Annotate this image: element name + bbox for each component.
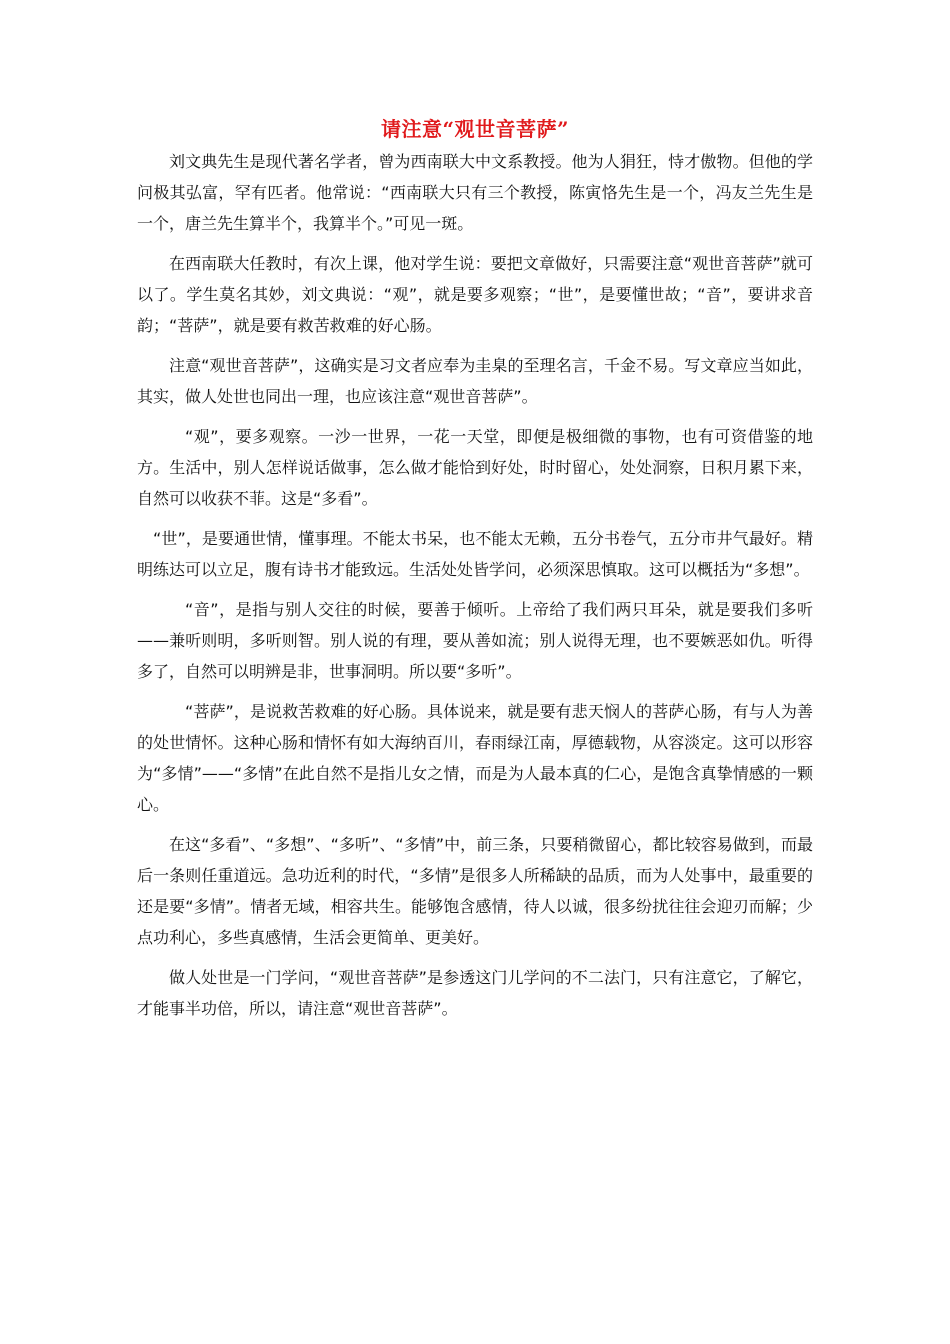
- paragraph: “世”，是要通世情，懂事理。不能太书呆，也不能太无赖，五分书卷气，五分市井气最好。精明练达可以立足，腹有诗书才能致远。生活处处皆学问，必须深思慎取。这可以概括为“多想”。: [137, 529, 813, 579]
- paragraph: 在西南联大任教时，有次上课，他对学生说：要把文章做好，只需要注意“观世音菩萨”就可以了。学生莫名其妙，刘文典说：“观”，就是要多观察；“世”，是要懂世故；“音”，要讲求音韵；“菩萨”，就是要有救苦救难的好心肠。: [137, 254, 813, 335]
- paragraph: “菩萨”，是说救苦救难的好心肠。具体说来，就是要有悲天悯人的菩萨心肠，有与人为善的处世情怀。这种心肠和情怀有如大海纳百川，春雨绿江南，厚德载物，从容淡定。这可以形容为“多情”——“多情”在此自然不是指儿女之情，而是为人最本真的仁心，是饱含真挚情感的一颗心。: [137, 702, 813, 814]
- paragraph: “观”，要多观察。一沙一世界，一花一天堂，即便是极细微的事物，也有可资借鉴的地方。生活中，别人怎样说话做事，怎么做才能恰到好处，时时留心，处处洞察，日积月累下来，自然可以收获不菲。这是“多看”。: [137, 427, 813, 508]
- paragraph: 做人处世是一门学问，“观世音菩萨”是参透这门儿学问的不二法门，只有注意它，了解它，才能事半功倍，所以，请注意“观世音菩萨”。: [137, 968, 813, 1018]
- paragraph: 注意“观世音菩萨”，这确实是习文者应奉为圭臬的至理名言，千金不易。写文章应当如此，其实，做人处世也同出一理，也应该注意“观世音菩萨”。: [137, 356, 813, 406]
- paragraph: 刘文典先生是现代著名学者，曾为西南联大中文系教授。他为人狷狂，恃才傲物。但他的学问极其弘富，罕有匹者。他常说：“西南联大只有三个教授，陈寅恪先生是一个，冯友兰先生是一个，唐兰先生算半个，我算半个。”可见一斑。: [137, 152, 813, 233]
- paragraph: 在这“多看”、“多想”、“多听”、“多情”中，前三条，只要稍微留心，都比较容易做到，而最后一条则任重道远。急功近利的时代，“多情”是很多人所稀缺的品质，而为人处事中，最重要的还是要“多情”。情者无域，相容共生。能够饱含感情，待人以诚，很多纷扰往往会迎刃而解；少点功利心，多些真感情，生活会更简单、更美好。: [137, 835, 813, 947]
- article-body: [137, 146, 813, 1033]
- paragraph: “音”，是指与别人交往的时候，要善于倾听。上帝给了我们两只耳朵，就是要我们多听——兼听则明，多听则智。别人说的有理，要从善如流；别人说得无理，也不要嫉恶如仇。听得多了，自然可以明辨是非，世事洞明。所以要“多听”。: [137, 600, 813, 681]
- page-title: 请注意“观世音菩萨”: [380, 117, 569, 141]
